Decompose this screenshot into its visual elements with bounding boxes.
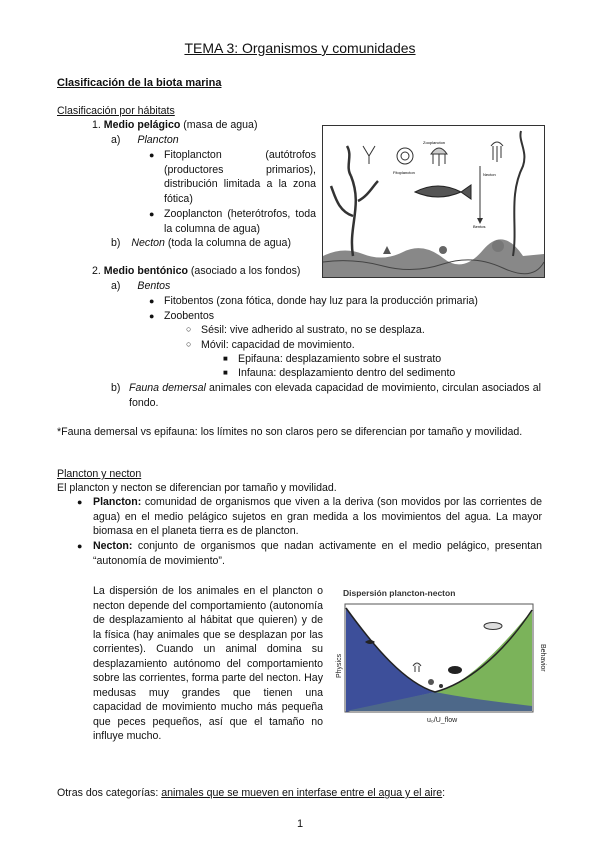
zoobentos-text: Zoobentos [164,310,215,322]
figure-label: Zooplancton [423,140,446,145]
tuna-icon [484,623,502,630]
sesil-text: Sésil: vive adherido al sustrato, no se desplaza. [201,324,425,336]
item-number: 1. [92,119,101,131]
item-number: 2. [92,265,101,277]
bullet-icon: ● [149,150,155,160]
sub-bentos [111,279,170,293]
benthic-creature [439,246,447,254]
square-bullet-icon: ■ [223,354,228,363]
benthic-creature [492,240,504,252]
infauna-text: Infauna: desplazamiento dentro del sedimento [238,367,456,379]
zooplancton-text: Zooplancton (heterótrofos, toda la columna de agua) [164,208,316,235]
sub-plancton [111,133,179,147]
intro-text: El plancton y necton se diferencian por tamaño y movilidad. [57,482,337,494]
term-bold: Plancton: [93,496,142,508]
item-bold: Medio pelágico [103,119,181,131]
sub-label: b) [111,237,121,249]
fitobentos-text: Fitobentos (zona fótica, donde hay luz para la producción primaria) [164,295,478,307]
jellyfish [431,148,447,166]
x-axis-label: u₀/U_flow [427,717,458,724]
behavior-axis-label: Behavior [539,644,546,672]
item-rest: (asociado a los fondos) [187,265,301,277]
sub-italic: Necton [131,237,165,249]
figure-label: Necton [483,172,496,177]
dispersion-paragraph: La dispersión de los animales en el plancton o necton depende del comportamiento (autonomía de desplazamiento al hábitat que quieren) y de la física (hay animales que se desplazan por las corrientes). Cuando un animal domina su desplazamiento autónomo del comportamiento sobre las corrientes, forma parte del necton. Hay medusas muy grandes que tienen una capacidad de movimiento mucho más pequeña que peces pequeños, así que el tamaño no influye mucho. [93,585,323,742]
plancton-definition [93,495,542,539]
sub-label: a) [111,134,121,146]
section-heading: Clasificación de la biota marina [57,77,222,89]
sub-label: a) [111,280,121,292]
dispersion-svg [335,588,547,728]
term-text: conjunto de organismos que nadan activamente en el medio pelágico, presentan “autonomía de movimiento”. [93,540,542,567]
dispersion-figure [335,588,547,728]
phytoplankton-cell [401,152,409,160]
sub-text: Plancton [137,134,179,146]
plancton-necton-subtitle: Plancton y necton [57,468,142,480]
bullet-icon: ● [149,296,155,306]
epifauna-text: Epifauna: desplazamiento sobre el sustrato [238,353,442,365]
physics-axis-label: Physics [336,653,343,678]
sub-rest: (toda la columna de agua) [164,237,291,249]
movil-text: Móvil: capacidad de movimiento. [201,339,355,351]
larva-icon [428,679,434,685]
figure-label: Fitoplancton [393,170,415,175]
necton-definition [93,539,542,568]
bullet-icon: ● [149,209,155,219]
b2-label: b) [111,382,121,394]
bullet-icon: ● [149,311,155,321]
footer-suffix: : [442,787,446,799]
fitoplancton-text: Fitoplancton (autótrofos (productores primarios), distribución limitada a la zona fótica) [164,149,316,205]
fish [415,185,471,199]
pelagic-illustration-svg [323,126,544,277]
bullet-icon: ● [77,497,83,507]
item-bentonico [92,264,300,278]
term-bold: Necton: [93,540,133,552]
sub-necton [111,236,291,250]
footer-line [57,786,445,800]
seaweed [331,146,378,256]
item-pelagico [92,118,257,132]
larva-icon [439,684,443,688]
kelp [513,131,524,256]
sub-italic: Fauna demersal [129,382,206,394]
habitats-subtitle: Clasificación por hábitats [57,105,175,117]
sub-rest: animales con elevada capacidad de movimiento, circulan asociados al fondo. [129,382,541,409]
circle-bullet-icon: ○ [186,339,192,349]
siphonophore [491,142,503,162]
zooplankton [363,146,375,164]
footer-prefix: Otras dos categorías: [57,787,162,799]
bullet-icon: ● [77,541,83,551]
figure-label: Bentos [473,224,486,229]
circle-bullet-icon: ○ [186,324,192,334]
benthic-creature [383,246,391,254]
term-text: comunidad de organismos que viven a la deriva (son movidos por las corrientes de agua) en el medio pelágico sujetos en gran medida a los movimientos del agua. La mayor biomasa en el planeta tierra es de plancton. [93,496,542,537]
page-number: 1 [296,818,304,830]
square-bullet-icon: ■ [223,368,228,377]
page-title: TEMA 3: Organismos y comunidades [184,40,416,56]
phytoplankton-cell [397,148,413,164]
item-rest: (masa de agua) [180,119,258,131]
note-text: *Fauna demersal vs epifauna: los límites no son claros pero se diferencian por tamaño y movilidad. [57,426,523,438]
fauna-demersal-text [129,381,541,410]
item-bold: Medio bentónico [103,265,188,277]
footer-underlined: animales que se mueven en interfase entre el agua y el aire [161,787,443,799]
sub-text: Bentos [137,280,171,292]
dispersion-figure-title: Dispersión plancton-necton [343,588,456,598]
pelagic-illustration [322,125,545,278]
fish-icon [448,666,462,674]
